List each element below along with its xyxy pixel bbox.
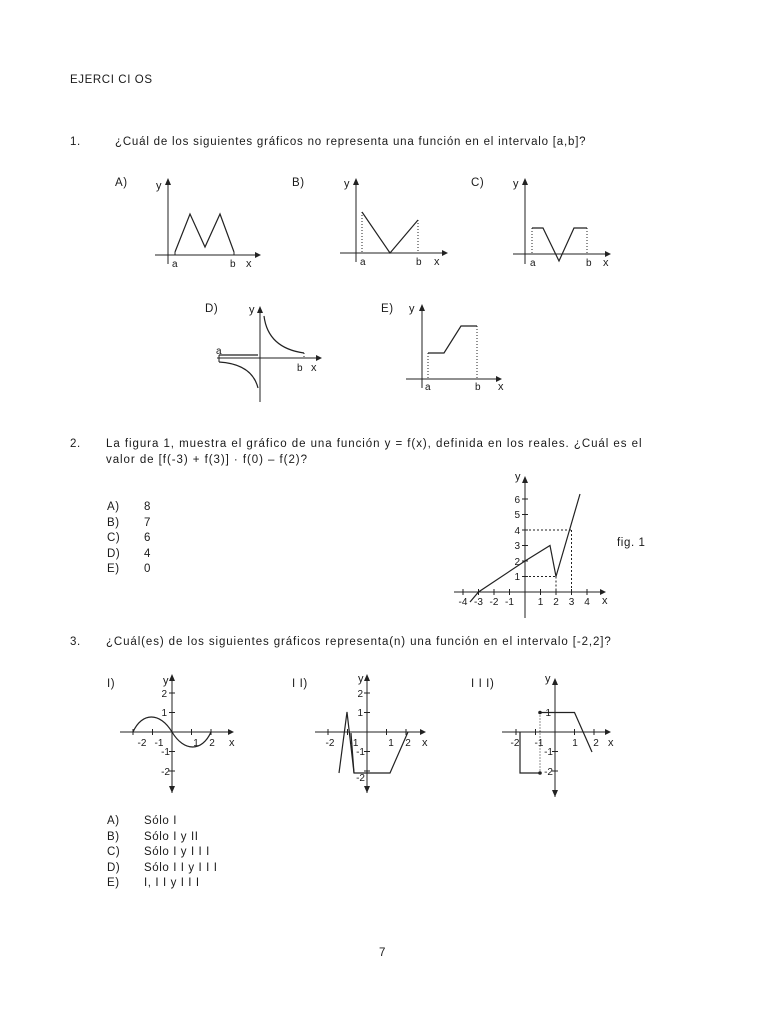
page-number: 7 [379, 947, 386, 959]
q1-a-y-label: y [156, 180, 162, 192]
fig1-x-tick: 1 [537, 597, 544, 608]
q2-option-b[interactable]: B) 7 [107, 516, 151, 529]
q3-graph-2-label: I I) [292, 678, 308, 690]
q3-1-y-tick: -1 [161, 747, 170, 758]
q1-d-y-label: y [249, 304, 255, 316]
q3-1-x-tick: 1 [193, 738, 199, 749]
q1-a-x-label: x [246, 258, 252, 270]
fig1-x-tick: -3 [474, 597, 483, 608]
q1-graph-c [510, 172, 630, 272]
fig1-graph [448, 468, 618, 620]
q3-2-y-label: y [358, 673, 364, 685]
q3-option-d[interactable]: D) Sólo I I y I I I [107, 861, 218, 874]
fig1-y-axis-label: y [515, 471, 521, 483]
q3-graph-3-label: I I I) [471, 678, 495, 690]
q3-option-e[interactable]: E) I, I I y I I I [107, 877, 200, 890]
q1-text: ¿Cuál de los siguientes gráficos no representa una función en el intervalo [a,b]? [115, 136, 587, 148]
q3-options [107, 815, 218, 893]
q1-d-b-label: b [297, 363, 303, 374]
q3-option-a[interactable]: A) Sólo I [107, 815, 178, 827]
q3-1-x-tick: -1 [154, 738, 164, 749]
fig1-x-axis-label: x [602, 595, 608, 607]
fig1-y-tick: 1 [514, 572, 520, 583]
q3-1-y-label: y [163, 675, 169, 687]
q2-options [107, 501, 151, 579]
q1-c-y-label: y [513, 178, 519, 190]
q1-graph-e [404, 298, 524, 398]
q3-1-x-label: x [229, 737, 235, 749]
q3-3-x-tick: -2 [510, 738, 520, 749]
q3-number: 3. [70, 636, 81, 648]
fig1-x-tick: 4 [584, 597, 590, 608]
q1-b-a-label: a [360, 257, 366, 268]
fig1-x-tick: -1 [505, 597, 514, 608]
q3-2-x-tick: 1 [388, 738, 394, 749]
q3-1-x-tick: 2 [209, 738, 215, 749]
q3-3-x-tick: 1 [572, 738, 578, 749]
q3-3-y-label: y [545, 673, 551, 685]
q3-2-x-tick: 2 [405, 738, 411, 749]
q3-2-x-label: x [422, 737, 428, 749]
q1-graph-c-label: C) [471, 177, 485, 189]
q3-1-y-tick: 2 [161, 689, 167, 700]
q3-2-y-tick: -1 [356, 747, 365, 758]
fig1-y-tick: 4 [514, 526, 520, 537]
q1-a-a-label: a [172, 259, 178, 270]
fig1-caption: fig. 1 [617, 537, 646, 549]
q3-1-y-tick: 1 [161, 708, 167, 719]
q1-graph-a-label: A) [115, 177, 128, 189]
q3-text: ¿Cuál(es) de los siguientes gráficos representa(n) una función en el intervalo [-2,2]? [106, 636, 612, 648]
q3-1-y-tick: -2 [161, 767, 170, 778]
q3-option-b[interactable]: B) Sólo I y II [107, 830, 199, 843]
q1-b-b-label: b [416, 257, 422, 268]
q3-3-y-tick: 1 [545, 708, 551, 719]
q1-b-x-label: x [434, 256, 440, 268]
page-header: EJERCI CI OS [70, 74, 153, 86]
q3-2-y-tick: 1 [357, 708, 363, 719]
fig1-x-tick: 3 [568, 597, 575, 608]
q3-3-x-tick: -1 [534, 738, 544, 749]
q2-text-line1: La figura 1, muestra el gráfico de una función y = f(x), definida en los reales. ¿Cuál es el [106, 438, 643, 450]
q1-b-y-label: y [344, 178, 350, 190]
fig1-y-tick: 3 [514, 541, 520, 552]
q3-2-y-tick: 2 [357, 689, 363, 700]
q3-2-x-tick: -2 [325, 738, 335, 749]
q1-c-a-label: a [530, 258, 536, 269]
q3-3-x-tick: 2 [593, 738, 599, 749]
fig1-y-tick: 6 [514, 495, 520, 506]
q1-c-x-label: x [603, 257, 609, 269]
q1-graph-d [212, 300, 332, 410]
q1-graph-d-label: D) [205, 303, 219, 315]
q3-3-y-tick: -2 [544, 767, 553, 778]
fig1-y-tick: 2 [514, 557, 520, 568]
fig1-x-tick: 2 [553, 597, 559, 608]
q1-e-b-label: b [475, 382, 481, 393]
fig1-x-tick: -2 [489, 597, 499, 608]
q1-e-x-label: x [498, 381, 504, 393]
q2-number: 2. [70, 438, 81, 450]
q1-graph-e-label: E) [381, 303, 394, 315]
q1-a-b-label: b [230, 259, 236, 270]
q1-graph-b [340, 172, 460, 272]
q2-option-e[interactable]: E) 0 [107, 563, 151, 576]
q1-c-b-label: b [586, 258, 592, 269]
q2-text-line2: valor de [f(-3) + f(3)] · f(0) – f(2)? [106, 454, 308, 466]
q3-option-c[interactable]: C) Sólo I y I I I [107, 846, 210, 859]
q2-option-c[interactable]: C) 6 [107, 532, 151, 545]
q3-3-y-tick: -1 [544, 747, 553, 758]
q1-graph-b-label: B) [292, 177, 305, 189]
q3-1-x-tick: -2 [137, 738, 147, 749]
q1-e-y-label: y [409, 303, 415, 315]
q1-graph-a [150, 172, 270, 272]
q2-option-d[interactable]: D) 4 [107, 547, 151, 560]
fig1-y-tick: 5 [514, 510, 520, 521]
q1-d-x-label: x [311, 362, 317, 374]
q1-number: 1. [70, 136, 81, 148]
q3-2-x-tick: -1 [349, 738, 359, 749]
q3-graph-1-label: I) [107, 678, 116, 690]
fig1-x-tick: -4 [458, 597, 468, 608]
q3-2-y-tick: -2 [356, 773, 365, 784]
q1-d-a-label: a [216, 346, 222, 357]
q3-3-x-label: x [608, 737, 614, 749]
q1-e-a-label: a [425, 382, 431, 393]
q2-option-a[interactable]: A) 8 [107, 501, 151, 513]
